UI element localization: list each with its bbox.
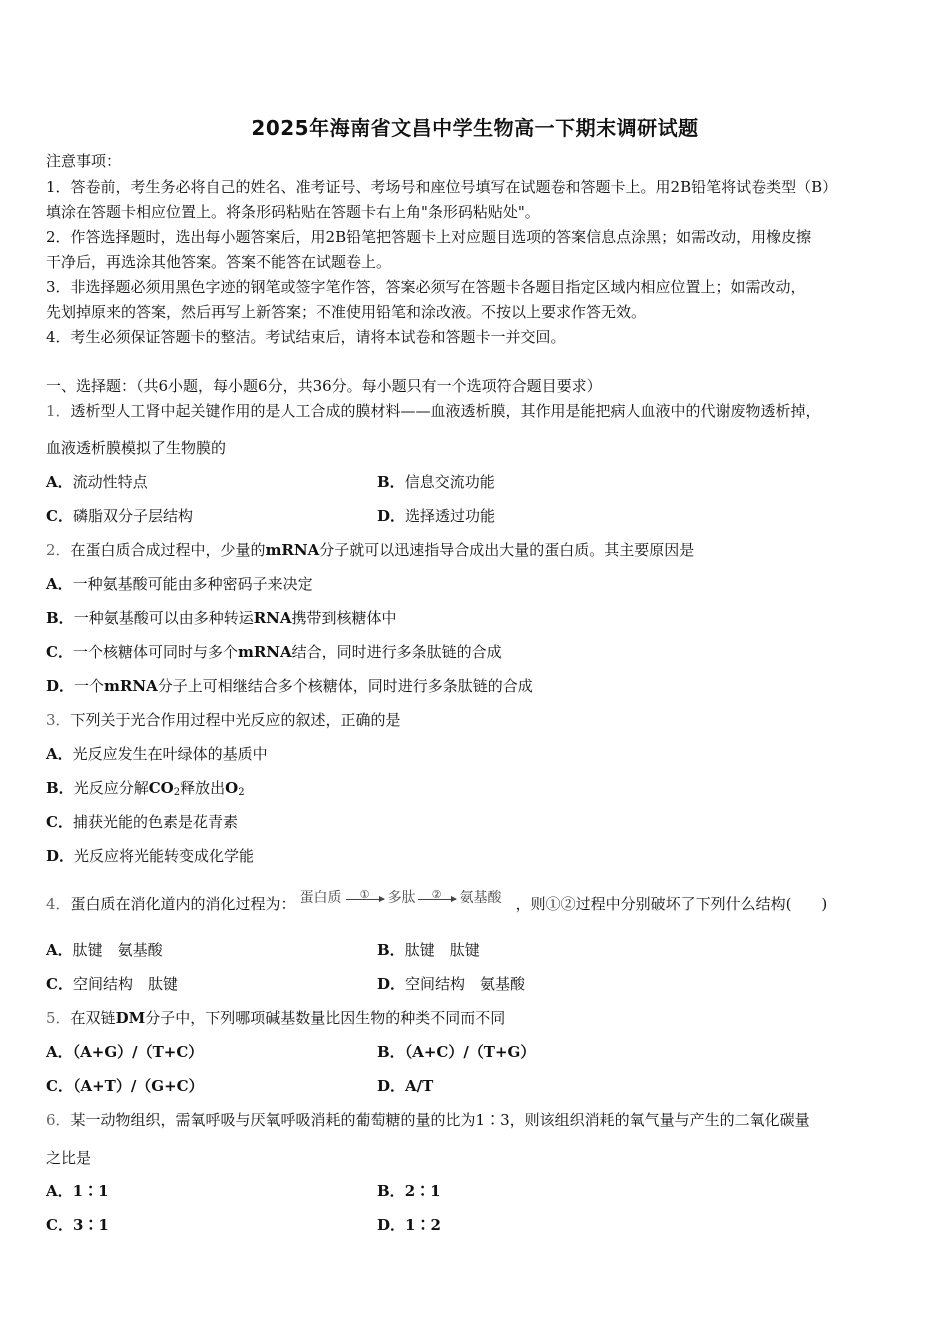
q1-option-d[interactable] xyxy=(377,506,495,526)
stem-text: 透析型人工肾中起关键作用的是人工合成的膜材料——血液透析膜，其作用是能把病人血液中的代谢废物透析掉， xyxy=(70,402,821,420)
option-text: A/T xyxy=(405,1077,434,1095)
q3-option-c[interactable] xyxy=(46,812,238,832)
option-text: 一种氨基酸可能由多种密码子来决定 xyxy=(72,575,313,593)
option-text: （A+G）/（T+C） xyxy=(72,1043,204,1061)
option-text: 肽键 肽键 xyxy=(404,941,480,959)
option-label: B． xyxy=(46,609,74,627)
option-text: 光反应将光能转变成化学能 xyxy=(74,847,255,865)
option-label: C． xyxy=(46,1077,73,1095)
question-3-stem xyxy=(46,710,401,730)
option-label: C． xyxy=(46,507,73,525)
step-1-marker: ① xyxy=(359,888,370,901)
option-label: A． xyxy=(46,745,73,763)
option-text: 信息交流功能 xyxy=(404,473,495,491)
stem-term: mRNA xyxy=(265,541,320,559)
diagram-peptide: 多肽 xyxy=(387,890,416,906)
option-label: D． xyxy=(46,677,75,695)
q6-option-a[interactable] xyxy=(46,1181,109,1201)
stem-text: 蛋白质在消化道内的消化过程为： xyxy=(70,895,296,913)
option-text: （A+C）/（T+G） xyxy=(404,1043,536,1061)
question-number: 1． xyxy=(46,402,71,420)
option-text: 一个 xyxy=(74,677,105,695)
option-text: 1∶1 xyxy=(72,1182,109,1200)
section-heading: 一、选择题：（共6小题，每小题6分，共36分。每小题只有一个选项符合题目要求） xyxy=(46,377,602,395)
option-term: mRNA xyxy=(104,677,158,695)
option-text: 3∶1 xyxy=(72,1216,109,1234)
q6-option-c[interactable] xyxy=(46,1215,109,1235)
option-label: B． xyxy=(377,941,405,959)
option-text: 结合，同时进行多条肽链的合成 xyxy=(291,643,502,661)
option-text: 释放出 xyxy=(180,779,226,797)
option-text: 空间结构 肽键 xyxy=(72,975,178,993)
q4-option-c[interactable] xyxy=(46,974,178,994)
option-text: 携带到核糖体中 xyxy=(291,609,397,627)
question-6-stem-cont: 之比是 xyxy=(46,1149,92,1167)
option-text: 分子上可相继结合多个核糖体，同时进行多条肽链的合成 xyxy=(157,677,533,695)
question-number: 2． xyxy=(46,541,71,559)
option-term: RNA xyxy=(253,609,292,627)
option-term: mRNA xyxy=(237,643,292,661)
option-label: A． xyxy=(46,941,73,959)
page-title: 2025年海南省文昌中学生物高一下期末调研试题 xyxy=(251,116,699,140)
q5-option-d[interactable] xyxy=(377,1076,433,1096)
subscript: 2 xyxy=(238,787,245,798)
question-number: 5． xyxy=(46,1009,71,1027)
option-text: 流动性特点 xyxy=(72,473,148,491)
q1-option-c[interactable] xyxy=(46,506,193,526)
stem-text: 在蛋白质合成过程中，少量的 xyxy=(70,541,266,559)
option-text: 肽键 氨基酸 xyxy=(72,941,163,959)
stem-text: 分子中，下列哪项碱基数量比因生物的种类不同而不同 xyxy=(145,1009,506,1027)
stem-text: ，则①②过程中分别破坏了下列什么结构( ) xyxy=(515,895,828,913)
option-text: （A+T）/（G+C） xyxy=(72,1077,204,1095)
diagram-amino-acid: 氨基酸 xyxy=(459,890,502,906)
notice-line: 先划掉原来的答案，然后再写上新答案；不准使用铅笔和涂改液。不按以上要求作答无效。 xyxy=(46,303,647,321)
q1-option-a[interactable] xyxy=(46,472,148,492)
question-2-stem xyxy=(46,540,694,560)
step-2-marker: ② xyxy=(431,888,442,901)
option-label: C． xyxy=(46,1216,73,1234)
arrow-icon xyxy=(346,888,384,901)
option-label: C． xyxy=(46,643,73,661)
subscript: 2 xyxy=(173,787,181,798)
notice-line: 2．作答选择题时，选出每小题答案后，用2B铅笔把答题卡上对应题目选项的答案信息点涂黑；如需改动，用橡皮擦 xyxy=(46,228,812,246)
q2-option-d[interactable] xyxy=(46,676,533,696)
option-label: D． xyxy=(46,847,75,865)
stem-text: 在双链 xyxy=(70,1009,116,1027)
option-label: C． xyxy=(46,975,73,993)
q3-option-b[interactable] xyxy=(46,778,245,798)
option-label: A． xyxy=(46,575,73,593)
option-text: 捕获光能的色素是花青素 xyxy=(72,813,238,831)
option-label: D． xyxy=(377,1216,406,1234)
option-text: 光反应发生在叶绿体的基质中 xyxy=(72,745,268,763)
q1-option-b[interactable] xyxy=(377,472,495,492)
option-label: B． xyxy=(46,779,74,797)
option-label: A． xyxy=(46,1043,73,1061)
question-number: 6． xyxy=(46,1111,71,1129)
q4-option-d[interactable] xyxy=(377,974,525,994)
option-label: A． xyxy=(46,473,73,491)
option-label: D． xyxy=(377,975,406,993)
option-label: C． xyxy=(46,813,73,831)
arrow-icon xyxy=(418,888,456,901)
notice-line: 4．考生必须保证答题卡的整洁。考试结束后，请将本试卷和答题卡一并交回。 xyxy=(46,328,566,346)
question-6-stem xyxy=(46,1110,810,1130)
q5-option-c[interactable] xyxy=(46,1076,204,1096)
option-label: A． xyxy=(46,1182,73,1200)
notice-line: 填涂在答题卡相应位置上。将条形码粘贴在答题卡右上角"条形码粘贴处"。 xyxy=(46,203,540,221)
stem-text: 下列关于光合作用过程中光反应的叙述，正确的是 xyxy=(70,711,401,729)
notice-heading: 注意事项： xyxy=(46,152,122,170)
option-label: B． xyxy=(377,1043,405,1061)
q4-option-b[interactable] xyxy=(377,940,480,960)
q2-option-b[interactable] xyxy=(46,608,397,628)
option-text: 选择透过功能 xyxy=(405,507,496,525)
option-text: 空间结构 氨基酸 xyxy=(405,975,526,993)
q5-option-b[interactable] xyxy=(377,1042,535,1062)
digestion-diagram xyxy=(300,885,512,909)
formula-co: CO xyxy=(148,779,174,797)
option-text: 光反应分解 xyxy=(73,779,149,797)
option-text: 一种氨基酸可以由多种转运 xyxy=(73,609,254,627)
diagram-protein: 蛋白质 xyxy=(299,890,342,906)
q2-option-a[interactable] xyxy=(46,574,313,594)
q5-option-a[interactable] xyxy=(46,1042,203,1062)
formula-o: O xyxy=(225,779,239,797)
stem-text: 某一动物组织，需氧呼吸与厌氧呼吸消耗的葡萄糖的量的比为1∶3，则该组织消耗的氧气量与产生的二氧化碳量 xyxy=(70,1111,810,1129)
option-text: 1∶2 xyxy=(405,1216,441,1234)
notice-line: 3．非选择题必须用黑色字迹的钢笔或签字笔作答，答案必须写在答题卡各题目指定区域内相应位置上；如需改动， xyxy=(46,278,806,296)
stem-text: 分子就可以迅速指导合成出大量的蛋白质。其主要原因是 xyxy=(319,541,695,559)
notice-line: 1．答卷前，考生务必将自己的姓名、准考证号、考场号和座位号填写在试题卷和答题卡上。用2B铅笔将试卷类型（B） xyxy=(46,178,838,196)
option-label: B． xyxy=(377,1182,405,1200)
question-1-stem xyxy=(46,401,821,421)
stem-term: DM xyxy=(115,1009,146,1027)
q6-option-d[interactable] xyxy=(377,1215,441,1235)
question-1-stem-cont: 血液透析膜模拟了生物膜的 xyxy=(46,439,227,457)
q3-option-d[interactable] xyxy=(46,846,254,866)
option-label: D． xyxy=(377,507,406,525)
q4-option-a[interactable] xyxy=(46,940,163,960)
question-5-stem xyxy=(46,1008,505,1028)
option-text: 一个核糖体可同时与多个 xyxy=(72,643,238,661)
q3-option-a[interactable] xyxy=(46,744,268,764)
question-number: 3． xyxy=(46,711,71,729)
option-text: 2∶1 xyxy=(404,1182,441,1200)
q6-option-b[interactable] xyxy=(377,1181,441,1201)
option-label: D． xyxy=(377,1077,406,1095)
question-number: 4． xyxy=(46,895,71,913)
question-4-stem xyxy=(46,888,828,917)
notice-line: 干净后，再选涂其他答案。答案不能答在试题卷上。 xyxy=(46,253,392,271)
option-text: 磷脂双分子层结构 xyxy=(72,507,193,525)
q2-option-c[interactable] xyxy=(46,642,502,662)
option-label: B． xyxy=(377,473,405,491)
